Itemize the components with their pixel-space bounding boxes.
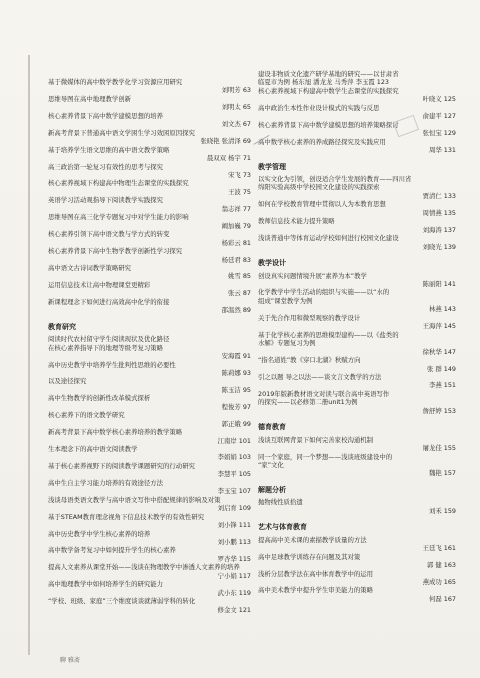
toc-title-line: 生本理念下的高中语文阅读教学 xyxy=(48,445,138,454)
toc-title-line: 高中历史教学中学生核心素养的培养 xyxy=(48,529,151,538)
toc-entry xyxy=(48,112,253,129)
toc-entry xyxy=(48,513,253,530)
toc-title-line: 关于先合作用和微型观察的教学设计 xyxy=(258,313,361,322)
toc-author-page: 周情燕 135 xyxy=(422,208,456,217)
toc-author-page: 张 群 149 xyxy=(426,364,456,373)
toc-author-page: 李玉宝 107 xyxy=(217,487,251,496)
toc-title-line: 抛物线性质拾遗 xyxy=(258,498,303,507)
toc-title-line: 运用信息技术让高中物理课堂更精彩 xyxy=(48,280,151,289)
toc-author-page: 翁志祥 77 xyxy=(221,204,251,213)
toc-author-page: 俞建平 127 xyxy=(422,112,456,121)
toc-entry xyxy=(258,288,458,313)
toc-entry xyxy=(48,179,253,196)
toc-entry xyxy=(48,411,253,428)
toc-title-line: 基于微媒体的高中数学教学化学习资源应用研究 xyxy=(48,78,183,86)
toc-author-page: 燕成功 165 xyxy=(422,578,456,587)
toc-title-line: 提高人文素养从课堂开始——浅谈在物理教学中渗透人文素养的培养 xyxy=(48,563,240,572)
toc-author-page: 王海萍 145 xyxy=(422,322,456,331)
toc-title-line: 核心素养背景下高中数学建模思想的培养 xyxy=(48,111,164,120)
toc-entry xyxy=(48,335,253,360)
toc-title-line: 浅谈普通中等体育运动学校如何进行校园文化建设 xyxy=(258,234,399,243)
toc-author-page: 程俊芳 97 xyxy=(221,402,251,411)
toc-title-line: 2019年版新教材语文对读与联合高中英语写作 xyxy=(258,389,390,398)
toc-entry xyxy=(258,390,458,415)
toc-author-page: 屠龙佳 155 xyxy=(422,444,456,453)
toc-entry xyxy=(258,272,458,289)
toc-title-line: 高中生物教学的创新性改革模式探析 xyxy=(48,394,151,403)
toc-title-line: 核心素养背景下高中数学建模思想的培养策略探讨 xyxy=(258,120,399,129)
toc-title-line: 高中地理教学中如何培养学生的研究能力 xyxy=(48,580,164,589)
toc-author-page: 张晓艳 张清泽 69 xyxy=(200,137,251,146)
toc-entry xyxy=(258,104,458,121)
toc-title-line: 阅读时代农村留守学生阅读现状及优化路径 xyxy=(48,335,170,344)
toc-title-line: 创设真实问题情境升展“素养为本”教学 xyxy=(258,271,367,280)
toc-entry xyxy=(48,479,253,496)
toc-author-page: 刘小锋 111 xyxy=(217,521,251,530)
toc-entry xyxy=(258,331,458,356)
toc-title-line: 基于化学核心素养的思维模型建构——以《盐类的 xyxy=(258,330,399,339)
toc-author-page: 詹舒婷 153 xyxy=(422,406,456,415)
toc-title-line: 提高高中美术课的素描教学质量的方法 xyxy=(258,535,367,544)
toc-entry xyxy=(48,129,253,146)
toc-author-page: 叶晓义 125 xyxy=(422,95,456,104)
toc-title-line: 绵阳实验高级中学校园文化建设的实践探索 xyxy=(258,183,380,192)
toc-title-line: 水解》专题复习为例 xyxy=(258,339,316,348)
section-heading: 教学管理 xyxy=(258,162,286,171)
toc-entry xyxy=(258,356,458,373)
toc-title-line: 英语学习活动观指导下阅读教学实践探究 xyxy=(48,196,164,205)
toc-title-line: 思维导图在高中地理教学创新 xyxy=(48,94,132,103)
toc-author-page: 李燕 151 xyxy=(428,381,456,390)
toc-title-line: 临夏市为例 杨东旭 潘龙龙 马秀萍 李玉霞 123 xyxy=(258,78,389,87)
toc-entry xyxy=(48,95,253,112)
right-toc-column xyxy=(258,70,458,603)
section-heading: 德育教育 xyxy=(258,423,286,432)
toc-entry xyxy=(258,70,458,87)
section-heading: 解题分析 xyxy=(258,485,286,494)
toc-author-page: 郭 健 163 xyxy=(426,561,456,570)
toc-entry xyxy=(48,597,253,614)
toc-title-line: 同一个家庭，同一个梦想——浅谈班级建设中的 xyxy=(258,452,393,461)
toc-author-page: 姚雪 85 xyxy=(228,272,251,281)
toc-author-page: 刘小鹏 113 xyxy=(217,538,251,547)
toc-title-line: 基于核心素养视野下的阅读教学课题研究的行动研究 xyxy=(48,461,195,470)
toc-title-line: 以及途径探究 xyxy=(48,377,87,386)
toc-entry xyxy=(258,536,458,553)
toc-title-line: 核心素养背景下高中生物学教学创新性学习探究 xyxy=(48,247,183,256)
toc-entry xyxy=(48,445,253,462)
toc-title-line: 基于培养学生语文思维的高中语文教学策略 xyxy=(48,145,170,154)
binding-line xyxy=(28,55,30,655)
toc-author-page: 周华 131 xyxy=(428,146,456,155)
toc-title-line: “家”文化 xyxy=(258,461,284,470)
toc-author-page: 王波 75 xyxy=(228,187,251,196)
page-footer: 聊 雅斋 xyxy=(60,657,80,664)
toc-author-page: 刘文杰 67 xyxy=(221,120,251,129)
toc-title-line: “指名道姓”教《穿口北湖》秋赋方向 xyxy=(258,356,361,365)
toc-author-page: 贾清仁 133 xyxy=(422,191,456,200)
toc-author-page: 杨廷君 83 xyxy=(221,255,251,264)
toc-title-line: 高中历史教学中培养学生批判性思维的必要性 xyxy=(48,360,176,369)
toc-title-line: 高中语文古诗词教学策略研究 xyxy=(48,263,132,272)
toc-title-line: 如何在学校教育管理中贯彻以人为本教育思想 xyxy=(258,200,386,209)
toc-entry xyxy=(48,78,253,95)
toc-entry xyxy=(258,314,458,331)
toc-entry xyxy=(48,377,253,394)
toc-entry xyxy=(48,530,253,547)
section-heading: 教学设计 xyxy=(258,259,286,268)
toc-author-page: 张云 87 xyxy=(228,289,251,298)
toc-entry xyxy=(48,230,253,247)
toc-author-page: 刘海涛 137 xyxy=(422,225,456,234)
toc-author-page: 宁小娟 117 xyxy=(217,571,251,580)
toc-title-line: 高中美术教学中提升学生审美能力的策略 xyxy=(258,586,374,595)
toc-entry xyxy=(258,373,458,390)
toc-entry xyxy=(48,213,253,230)
toc-author-page: 张恒宝 129 xyxy=(422,129,456,138)
toc-author-page: 徐秋华 147 xyxy=(422,347,456,356)
toc-entry xyxy=(48,563,253,580)
toc-entry xyxy=(258,200,458,217)
toc-entry xyxy=(48,546,253,563)
toc-title-line: 核心素养下的语文教学研究 xyxy=(48,411,125,420)
toc-title-line: 新高考背景下高中数学核心素养培养的教学策略 xyxy=(48,428,183,437)
toc-entry xyxy=(48,298,253,315)
toc-entry xyxy=(48,196,253,213)
toc-title-line: 高中生自主学习能力培养的有效途径方法 xyxy=(48,478,164,487)
toc-title-line: 新高考背景下普通高中语文学困生学习效困原因探究 xyxy=(48,128,195,137)
section-heading: 艺术与体育教育 xyxy=(258,523,307,532)
toc-title-line: 组成”课堂教学为例 xyxy=(258,296,313,305)
toc-title-line: 核心素养视域下构建高中物理生态课堂的实践探究 xyxy=(48,179,189,188)
toc-author-page: 宋飞 73 xyxy=(228,170,251,179)
toc-author-page: 安海霞 91 xyxy=(221,352,251,361)
toc-author-page: 罗杏华 115 xyxy=(217,554,251,563)
toc-title-line: 高中政治生本性作业设计模式的实践与反思 xyxy=(258,103,380,112)
toc-entry xyxy=(258,87,458,104)
toc-entry xyxy=(258,553,458,570)
toc-title-line: 思维导图在高三化学专题复习中对学生能力的影响 xyxy=(48,213,189,222)
toc-entry xyxy=(48,428,253,445)
toc-entry xyxy=(48,163,253,180)
toc-author-page: 李慧平 105 xyxy=(217,470,251,479)
toc-author-page: 王廷飞 161 xyxy=(422,544,456,553)
toc-title-line: 化学教学中学生活动的组织与实施——以“水的 xyxy=(258,288,390,297)
left-toc-column xyxy=(48,78,253,614)
toc-author-page: 阚加巍 79 xyxy=(221,221,251,230)
toc-author-page: 刘启育 109 xyxy=(217,504,251,513)
toc-title-line: 浅析分层教学法在高中体育教学中的运用 xyxy=(258,569,374,578)
toc-author-page: 武小东 119 xyxy=(217,588,251,597)
toc-author-page: 李娟娟 103 xyxy=(217,453,251,462)
toc-title-line: 教师信息技术能力提升策略 xyxy=(258,217,335,226)
toc-entry xyxy=(258,586,458,603)
toc-entry xyxy=(258,498,458,515)
toc-title-line: 高中足球教学训练存在问题及其对策 xyxy=(258,552,361,561)
toc-title-line: 浅谈互联网背景下如何完善家校沟通机制 xyxy=(258,435,374,444)
toc-author-page: 晨双双 杨宇 71 xyxy=(206,154,251,163)
toc-entry xyxy=(48,462,253,479)
toc-entry xyxy=(258,436,458,453)
toc-entry xyxy=(258,234,458,251)
toc-entry xyxy=(258,217,458,234)
section-heading: 教育研究 xyxy=(48,322,76,331)
toc-entry xyxy=(48,264,253,281)
toc-author-page: 刘禾 159 xyxy=(428,506,456,515)
toc-entry xyxy=(48,580,253,597)
toc-title-line: 建设非物质文化遗产研学基地的研究——以甘肃省 xyxy=(258,70,399,78)
toc-author-page: 刘晓光 139 xyxy=(422,242,456,251)
toc-entry xyxy=(258,121,458,138)
toc-title-line: 新课程理念下如何进行高效高中化学的衔接 xyxy=(48,297,170,306)
toc-author-page: 林燕 143 xyxy=(428,305,456,314)
toc-entry xyxy=(48,394,253,411)
toc-entry xyxy=(48,247,253,264)
toc-title-line: 核心素养视域下构建高中数学生态课堂的实践探究 xyxy=(258,86,399,95)
toc-author-page: 刘明芳 63 xyxy=(221,86,251,95)
toc-entry xyxy=(48,496,253,513)
toc-title-line: 基于STEAM教育理念视角下信息技术教学的有效性研究 xyxy=(48,512,205,521)
toc-title-line: 浅谈母语类语文教学与高中语文写作中搭配规律的影响及对策 xyxy=(48,495,221,504)
toc-author-page: 杨彩云 81 xyxy=(221,238,251,247)
toc-entry xyxy=(258,175,458,200)
toc-title-line: 在核心素养指导下的地理等级考复习策略 xyxy=(48,343,164,352)
toc-author-page: 江南岸 101 xyxy=(217,436,251,445)
toc-author-page: 何磊 167 xyxy=(428,594,456,603)
toc-author-page: 郭正娥 99 xyxy=(221,419,251,428)
toc-title-line: 高中数学备考复习中如何提升学生的核心素养 xyxy=(48,546,176,555)
toc-title-line: 的探究——以必修第二册unit1为例 xyxy=(258,398,358,407)
toc-author-page: 魏艳 157 xyxy=(428,469,456,478)
toc-entry xyxy=(48,361,253,378)
toc-title-line: 核心素养引领下高中语文教与学方式的转变 xyxy=(48,230,170,239)
toc-author-page: 邵温然 89 xyxy=(221,306,251,315)
toc-author-page: 修金文 121 xyxy=(217,605,251,614)
toc-entry xyxy=(258,138,458,155)
toc-title-line: 引之以题 导之以法——谈文言文教学的方法 xyxy=(258,372,382,381)
toc-title-line: “学校、班级、家庭”三个维度谈谈就薄弱学科的转化 xyxy=(48,597,196,606)
toc-entry xyxy=(258,570,458,587)
toc-entry xyxy=(48,281,253,298)
toc-entry xyxy=(258,453,458,478)
toc-author-page: 陈莉娜 93 xyxy=(221,368,251,377)
toc-author-page: 刘明太 65 xyxy=(221,103,251,112)
toc-title-line: 高中数学核心素养的养成路径探究及实践应用 xyxy=(258,137,386,146)
toc-author-page: 陈丽阳 141 xyxy=(422,279,456,288)
toc-entry xyxy=(48,146,253,163)
toc-author-page: 陈玉洁 95 xyxy=(221,385,251,394)
toc-title-line: 高三政治第一轮复习有效性的思考与探究 xyxy=(48,162,164,171)
toc-title-line: 以实文化为引领，创设适合学生发展的教育——四川省 xyxy=(258,174,412,183)
